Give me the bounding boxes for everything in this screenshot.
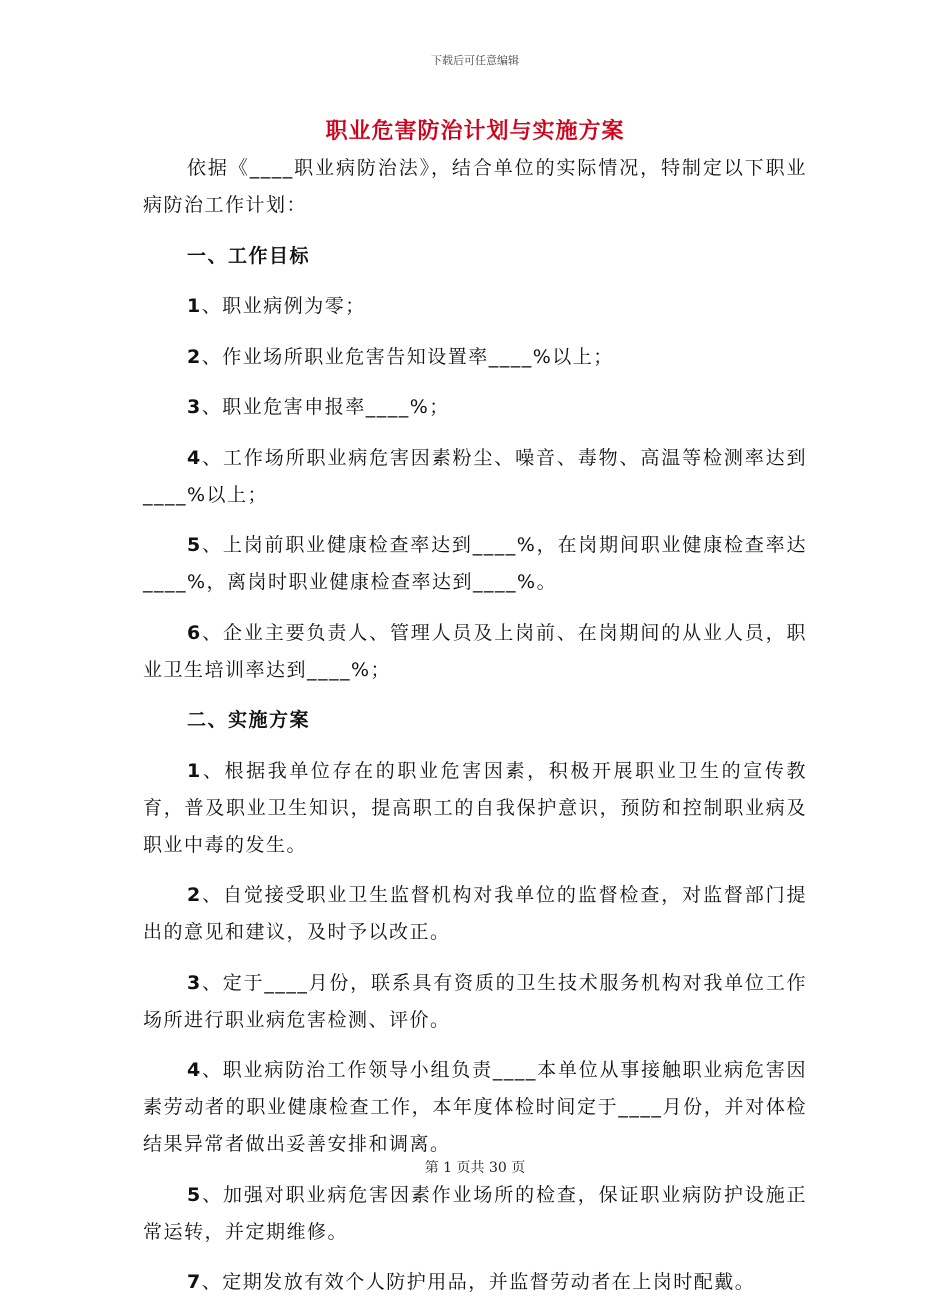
list-item: 4、工作场所职业病危害因素粉尘、噪音、毒物、高温等检测率达到____%以上； xyxy=(143,446,807,506)
list-item: 7、定期发放有效个人防护用品，并监督劳动者在上岗时配戴。 xyxy=(187,1271,756,1293)
header-note: 下载后可任意编辑 xyxy=(431,54,519,67)
list-item: 4、职业病防治工作领导小组负责____本单位从事接触职业病危害因素劳动者的职业健康检查工作，本年度体检时间定于____月份，并对体检结果异常者做出妥善安排和调离。 xyxy=(143,1059,807,1155)
section-heading: 二、实施方案 xyxy=(187,709,311,731)
paragraph: 依据《____职业病防治法》，结合单位的实际情况，特制定以下职业病防治工作计划： xyxy=(143,157,807,216)
list-item: 3、职业危害申报率____%； xyxy=(187,396,450,418)
document-title: 职业危害防治计划与实施方案 xyxy=(325,119,625,144)
list-item: 5、上岗前职业健康检查率达到____%，在岗期间职业健康检查率达____%，离岗时职业健康检查率达到____%。 xyxy=(143,534,807,593)
list-item: 2、作业场所职业危害告知设置率____%以上； xyxy=(187,345,614,368)
list-item: 2、自觉接受职业卫生监督机构对我单位的监督检查，对监督部门提出的意见和建议，及时予以改正。 xyxy=(143,884,807,943)
document-body xyxy=(143,150,807,1315)
section-heading: 一、工作目标 xyxy=(187,244,311,267)
page-footer: 第 1 页共 30 页 xyxy=(424,1160,526,1176)
list-item: 1、职业病例为零； xyxy=(187,295,366,317)
list-item: 5、加强对职业病危害因素作业场所的检查，保证职业病防护设施正常运转，并定期维修。 xyxy=(143,1183,807,1243)
list-item: 1、根据我单位存在的职业危害因素，积极开展职业卫生的宣传教育，普及职业卫生知识，提高职工的自我保护意识，预防和控制职业病及职业中毒的发生。 xyxy=(143,759,807,856)
list-item: 6、企业主要负责人、管理人员及上岗前、在岗期间的从业人员，职业卫生培训率达到____%； xyxy=(143,621,807,681)
list-item: 3、定于____月份，联系具有资质的卫生技术服务机构对我单位工作场所进行职业病危害检测、评价。 xyxy=(143,971,807,1031)
